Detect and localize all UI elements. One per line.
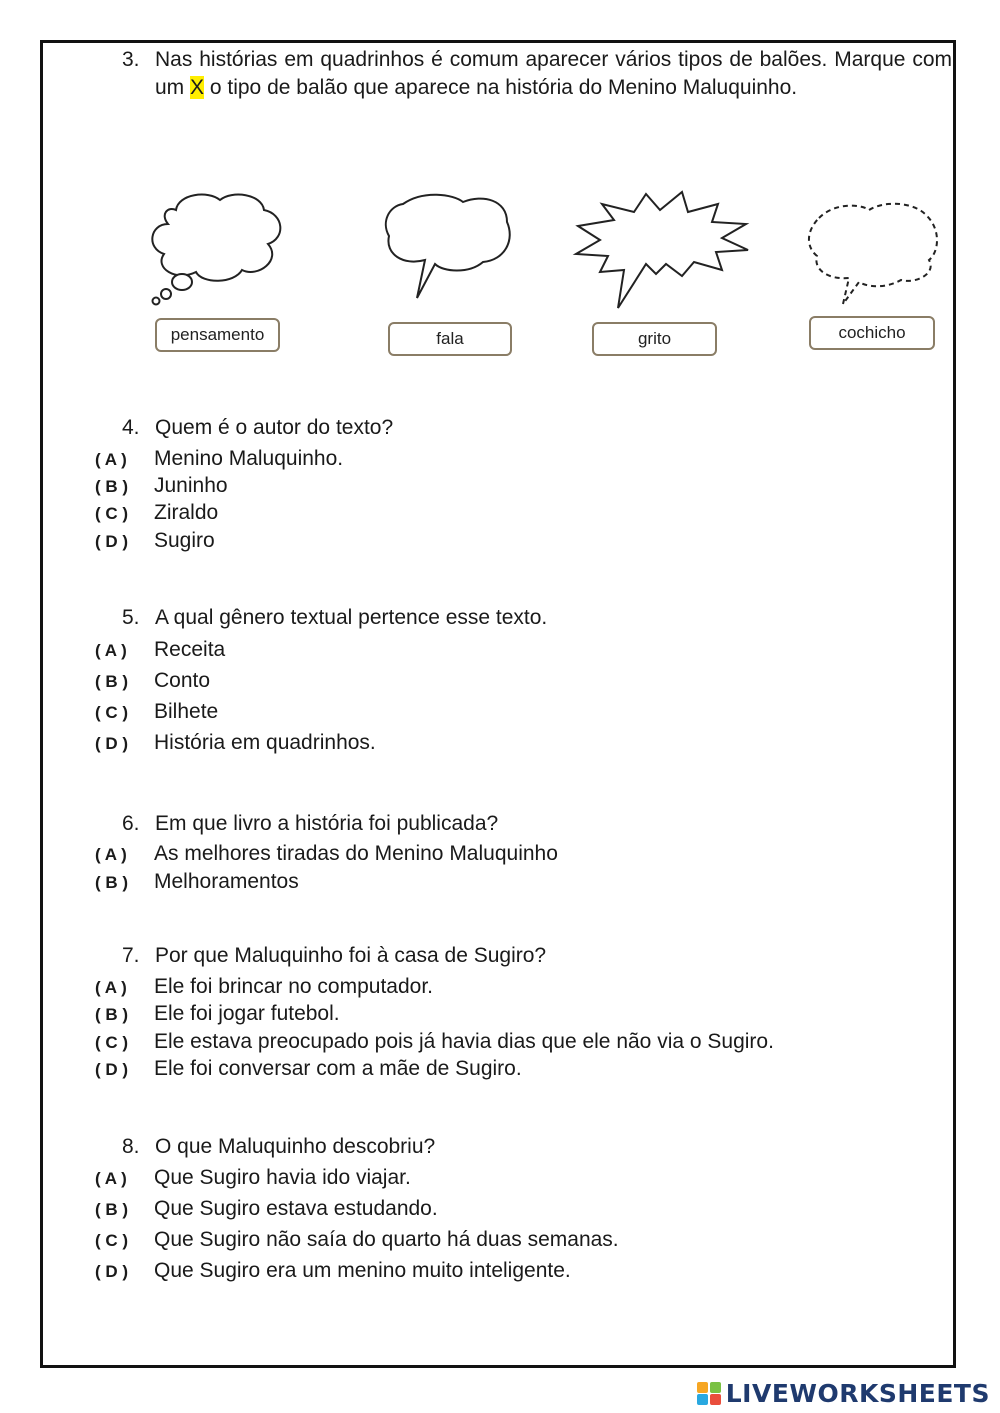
option-mark[interactable]: ( B ) — [95, 1005, 129, 1024]
option-mark[interactable]: ( C ) — [95, 703, 129, 722]
option-text: Conto — [154, 669, 211, 692]
option-d[interactable] — [95, 1257, 571, 1286]
label-grito: grito — [592, 322, 717, 356]
question-text: Em que livro a história foi publicada? — [155, 812, 499, 835]
option-a[interactable] — [95, 636, 225, 665]
question-text: Nas histórias em quadrinhos é comum aparecer vários tipos de balões. Marque com um X o tipo de balão que aparece na história do Menino Maluquinho. — [155, 48, 952, 99]
brand-name: LIVEWORKSHEETS — [725, 1378, 990, 1408]
option-mark[interactable]: ( C ) — [95, 504, 129, 523]
option-d[interactable] — [95, 527, 215, 556]
option-mark[interactable]: ( A ) — [95, 641, 127, 660]
option-text: Ele estava preocupado pois já havia dias que ele não via o Sugiro. — [154, 1030, 774, 1053]
question-text: A qual gênero textual pertence esse texto. — [155, 606, 548, 629]
label-cochicho: cochicho — [809, 316, 935, 350]
option-mark[interactable]: ( A ) — [95, 845, 127, 864]
option-d[interactable] — [95, 729, 376, 758]
option-text: Bilhete — [154, 700, 219, 723]
option-text: Menino Maluquinho. — [154, 447, 344, 470]
speech-balloon-icon — [383, 190, 513, 305]
option-text: Juninho — [154, 474, 228, 497]
question-number: 8. — [122, 1135, 140, 1158]
liveworksheets-logo-icon — [696, 1380, 722, 1406]
question-number: 7. — [122, 944, 140, 967]
option-text: Que Sugiro havia ido viajar. — [154, 1166, 411, 1189]
option-c[interactable] — [95, 1028, 774, 1057]
option-text: Ziraldo — [154, 501, 219, 524]
option-text: Sugiro — [154, 529, 215, 552]
label-pensamento: pensamento — [155, 318, 280, 352]
thought-balloon-icon — [146, 188, 286, 308]
option-text: Que Sugiro era um menino muito inteligente. — [154, 1259, 571, 1282]
question-number: 6. — [122, 812, 140, 835]
option-b[interactable] — [95, 472, 228, 501]
option-text: Ele foi jogar futebol. — [154, 1002, 340, 1025]
option-text: Melhoramentos — [154, 870, 299, 893]
option-b[interactable] — [95, 1000, 340, 1029]
option-mark[interactable]: ( D ) — [95, 734, 129, 753]
question-6 — [122, 810, 498, 838]
option-text: Ele foi brincar no computador. — [154, 975, 433, 998]
option-text: Receita — [154, 638, 226, 661]
option-b[interactable] — [95, 1195, 438, 1224]
option-mark[interactable]: ( B ) — [95, 873, 129, 892]
shout-balloon-icon — [572, 190, 752, 310]
option-b[interactable] — [95, 667, 210, 696]
option-mark[interactable]: ( A ) — [95, 978, 127, 997]
option-mark[interactable]: ( A ) — [95, 1169, 127, 1188]
option-mark[interactable]: ( D ) — [95, 1060, 129, 1079]
whisper-balloon-icon — [805, 200, 940, 310]
option-text: História em quadrinhos. — [154, 731, 376, 754]
option-mark[interactable]: ( D ) — [95, 1262, 129, 1281]
option-c[interactable] — [95, 1226, 619, 1255]
question-text: Quem é o autor do texto? — [155, 416, 394, 439]
option-mark[interactable]: ( B ) — [95, 1200, 129, 1219]
option-c[interactable] — [95, 499, 218, 528]
option-a[interactable] — [95, 445, 343, 474]
question-4 — [122, 414, 393, 442]
option-text: Que Sugiro não saía do quarto há duas semanas. — [154, 1228, 619, 1251]
option-text: Que Sugiro estava estudando. — [154, 1197, 438, 1220]
option-mark[interactable]: ( B ) — [95, 477, 129, 496]
label-fala: fala — [388, 322, 512, 356]
option-a[interactable] — [95, 1164, 411, 1193]
question-3 — [122, 46, 952, 102]
option-c[interactable] — [95, 698, 218, 727]
question-text: Por que Maluquinho foi à casa de Sugiro? — [155, 944, 547, 967]
question-number: 5. — [122, 606, 140, 629]
option-d[interactable] — [95, 1055, 522, 1084]
question-number: 4. — [122, 416, 140, 439]
option-a[interactable] — [95, 840, 558, 869]
option-b[interactable] — [95, 868, 299, 897]
balloon-types — [140, 180, 950, 370]
option-mark[interactable]: ( D ) — [95, 532, 129, 551]
highlighted-x: X — [190, 76, 205, 99]
option-mark[interactable]: ( C ) — [95, 1231, 129, 1250]
question-8 — [122, 1133, 435, 1161]
liveworksheets-logo — [696, 1377, 990, 1409]
option-mark[interactable]: ( B ) — [95, 672, 129, 691]
option-text: As melhores tiradas do Menino Maluquinho — [154, 842, 558, 865]
option-text: Ele foi conversar com a mãe de Sugiro. — [154, 1057, 522, 1080]
question-7 — [122, 942, 546, 970]
question-text: O que Maluquinho descobriu? — [155, 1135, 436, 1158]
question-number: 3. — [122, 48, 140, 71]
option-mark[interactable]: ( A ) — [95, 450, 127, 469]
option-mark[interactable]: ( C ) — [95, 1033, 129, 1052]
option-a[interactable] — [95, 973, 433, 1002]
question-5 — [122, 604, 547, 632]
